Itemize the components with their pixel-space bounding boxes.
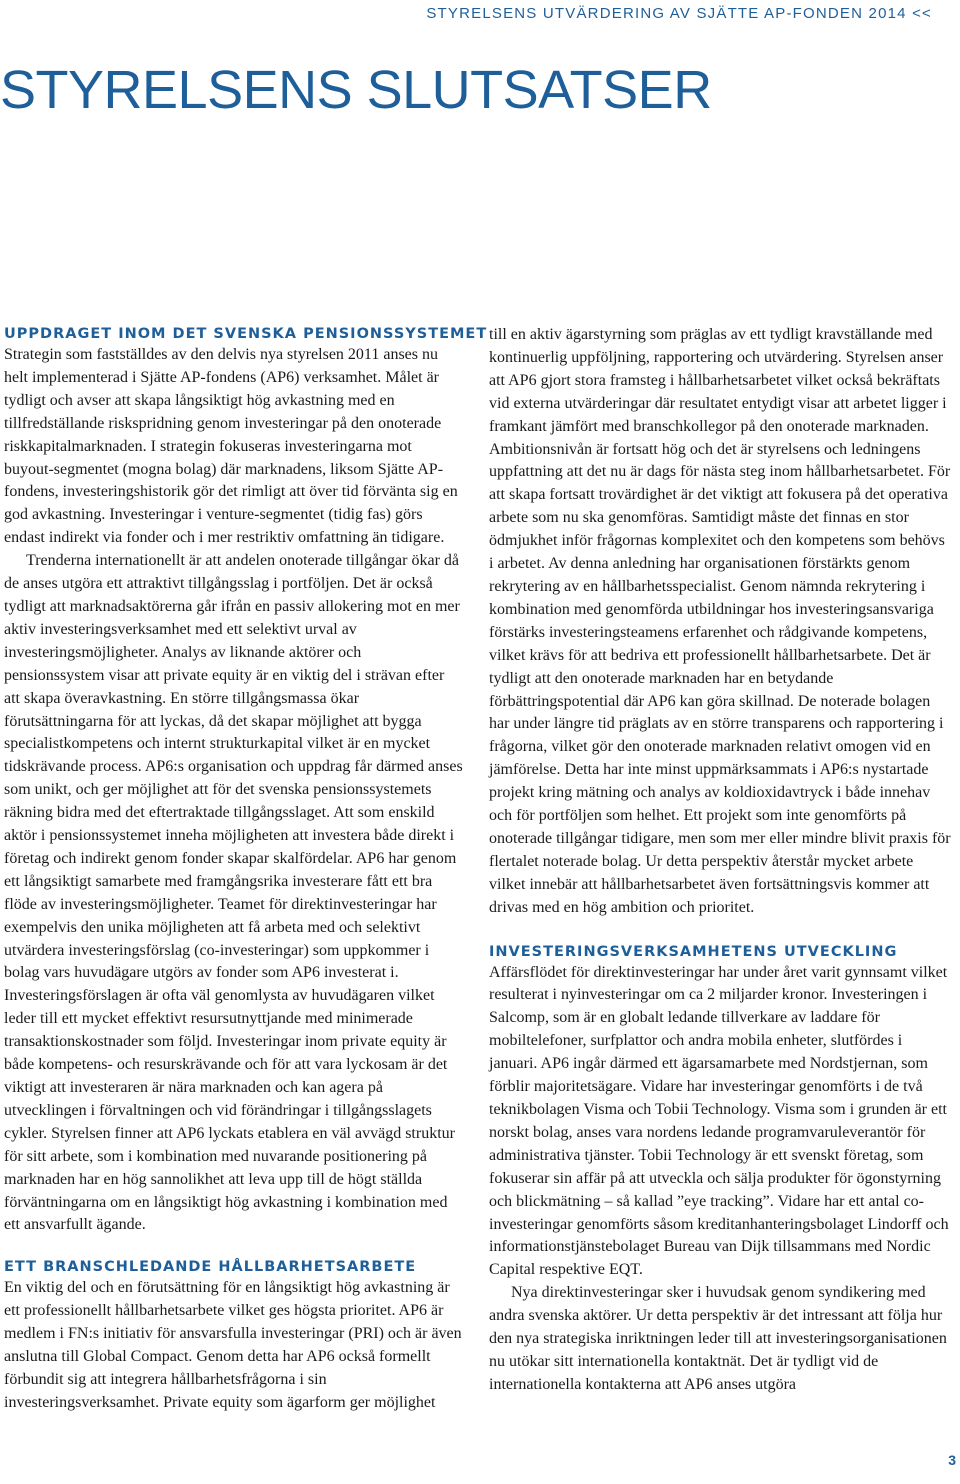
body-paragraph: Strategin som fastställdes av den delvis nya styrelsen 2011 anses nu helt implementerad i Sjätte AP-fondens (AP6) verksamhet. Målet är tydligt och avser att skapa långsiktigt hög avkastning med en tillfredställande riskspridning genom investeringar på den onoterade riskkapitalmarknaden. I strategin fokuseras investeringarna mot buyout-segmentet (mogna bolag) där marknadens, liksom Sjätte AP-fondens, investeringshistorik gör det rimligt att över tid förvänta sig en god avkastning. Investeringar i venture-segmentet (tidig fas) görs endast indirekt via fonder och i mer restriktiv omfattning än tidigare. (4, 346, 458, 547)
page-title: STYRELSENS SLUTSATSER (0, 60, 712, 120)
left-column (4, 324, 488, 1415)
right-column (489, 324, 951, 1397)
section-spacer (4, 1237, 464, 1257)
body-paragraph: En viktig del och en förutsättning för en långsiktigt hög avkastning är ett professionellt hållbarhetsarbete vilket ges högsta prioritet. AP6 är medlem i FN:s initiativ för ansvarsfulla investeringar (PRI) och är även anslutna till Global Compact. Genom detta har AP6 också formellt förbundit sig att integrera hållbarhetsfrågorna i sin investeringsverksamhet. Private equity som ägarform ger möjlighet (4, 1279, 462, 1411)
body-paragraph: till en aktiv ägarstyrning som präglas av ett tydligt kravställande med kontinuerlig uppföljning, rapportering och utvärdering. Styrelsen anser att AP6 gjort stora framsteg i hållbarhetsarbetet vilket också bekräftats vid externa utvärderingar där resultatet entydigt visar att arbetet ligger i framkant jämfört med branschkollegor på den onoterade marknaden. Ambitionsnivån är fortsatt hög och det är styrelsens och ledningens uppfattning att det nu är dags för nästa steg inom hållbarhetsarbetet. För att skapa fortsatt trovärdighet är det viktigt att fokusera på det operativa arbete som nu ska genomföras. Samtidigt måste det finnas en stor ödmjukhet inför frågornas komplexitet och den kompetens som behövs i arbetet. Av denna anledning har organisationen förstärkts genom rekrytering av en hållbarhetsspecialist. Genom nämnda rekrytering i kombination med genomförda utbildningar hos investeringsansvariga förstärks investeringsteamens erfarenhet och rådgivande kompetens, vilket krävs för att bedriva ett professionellt hållbarhetsarbete. Det är tydligt att den onoterade marknaden har en betydande förbättringspotential där AP6 kan göra skillnad. De noterade bolagen har under längre tid präglats av en större transparens och rapportering i frågorna, vilket gör den onoterade marknaden relativt omogen vid en jämförelse. Detta har inte minst uppmärksammats i AP6:s nystartade projekt kring mätning och analys av koldioxidavtryck i både innehav och för portföljen som helhet. Ett projekt som inte genomförts på onoterade tillgångar tidigare, men som mer eller mindre blivit praxis för flertalet noterade bolag. Ur detta perspektiv återstår mycket arbete vilket innebär att hållbarhetsarbetet även fortsättningsvis kommer att drivas med en hög ambition och prioritet. (489, 326, 951, 916)
section-heading-pension-system: UPPDRAGET INOM DET SVENSKA PENSIONSSYSTEMET (4, 326, 488, 342)
page-number: 3 (948, 1452, 956, 1468)
section-heading-investment-development: INVESTERINGSVERKSAMHETENS UTVECKLING (489, 943, 898, 960)
body-paragraph: Affärsflödet för direktinvesteringar har under året varit gynnsamt vilket resulterat i nyinvesteringar om ca 2 miljarder kronor. Investeringen i Salcomp, som är en globalt ledande tillverkare av laddare för mobiltelefoner, surfplattor och andra mobila enheter, slutfördes i januari. AP6 ingår därmed ett ägarsamarbete med Nordstjernan, som förblir majoritetsägare. Vidare har investeringar genomförts i de två teknikbolagen Visma och Tobii Technology. Visma som i grunden är ett norskt bolag, anses vara nordens ledande programvaruleverantör för administrativa tjänster. Tobii Technology är ett svenskt företag, som fokuserar sin affär på att utveckla och sälja produkter för ögonstyrning och blickmätning – så kallad ”eye tracking”. Vidare har ett antal co-investeringar genomförts såsom kreditanhanteringsbolaget Lindorff och informationstjänstebolaget Bureau van Dijk tillsammans med Nordic Capital respektive EQT. (489, 963, 949, 1279)
body-paragraph: Nya direktinvesteringar sker i huvudsak genom syndikering med andra svenska aktörer. Ur detta perspektiv är det intressant att följa hur den nya strategiska inriktningen leder till att investeringsorganisationen nu utökar sitt internationella kontaktnät. Det är tydligt vid de internationella kontakterna att AP6 anses utgöra (489, 1284, 947, 1393)
running-header: STYRELSENS UTVÄRDERING AV SJÄTTE AP-FONDEN 2014 << (426, 5, 932, 22)
section-spacer (489, 920, 951, 942)
section-heading-sustainability: ETT BRANSCHLEDANDE HÅLLBARHETSARBETE (4, 1259, 417, 1276)
body-paragraph: Trenderna internationellt är att andelen onoterade tillgångar ökar då de anses utgöra ett attraktivt tillgångsslag i portföljen. Det är också tydligt att marknadsaktörerna går ifrån en passiv allokering mot en mer aktiv investeringsverksamhet med ett selektivt urval av investeringsmöjligheter. Analys av liknande aktörer och pensionssystem visar att private equity är en viktig del i strävan efter att skapa överavkastning. En större tillgångsmassa ökar förutsättningarna för att lyckas, då det skapar möjlighet att bygga specialistkompetens och internt strukturkapital vilket är en mycket tidskrävande process. AP6:s organisation och uppdrag får därmed anses som unikt, och ger möjlighet att för det svenska pensionssystemets räkning bidra med det eftertraktade tillgångsslaget. Att som enskild aktör i pensionssystemet inneha möjligheten att investera både direkt i företag och indirekt genom fonder skapar skalfördelar. AP6 har genom ett långsiktigt samarbete med framgångsrika investerare fått ett bra flöde av investeringsmöjligheter. Teamet för direktinvesteringar har exempelvis den unika möjligheten att få arbeta med och selektivt utvärdera investeringsförslag (co-investeringar) som uppkommer i bolag vars huvudägare utgörs av fonder som AP6 investerat i. Investeringsförslagen är ofta väl genomlysta av huvudägaren vilket leder till ett mycket effektivt resursutnyttjande med minimerade transaktionskostnader som följd. Investeringar inom private equity är både kompetens- och resurskrävande och för att vara lyckosam är det viktigt att investeraren är nära marknaden och kan agera på utvecklingen i förvaltningen och vid förändringar i tillgångsslagets cykler. Styrelsen finner att AP6 lyckats etablera en väl avvägd struktur för sitt arbete, som i kombination med nuvarande positionering på marknaden har en hög sannolikhet att leva upp till de högt ställda förväntningarna om en långsiktigt hög avkastning i kombination med ett ansvarfullt ägande. (4, 552, 463, 1234)
